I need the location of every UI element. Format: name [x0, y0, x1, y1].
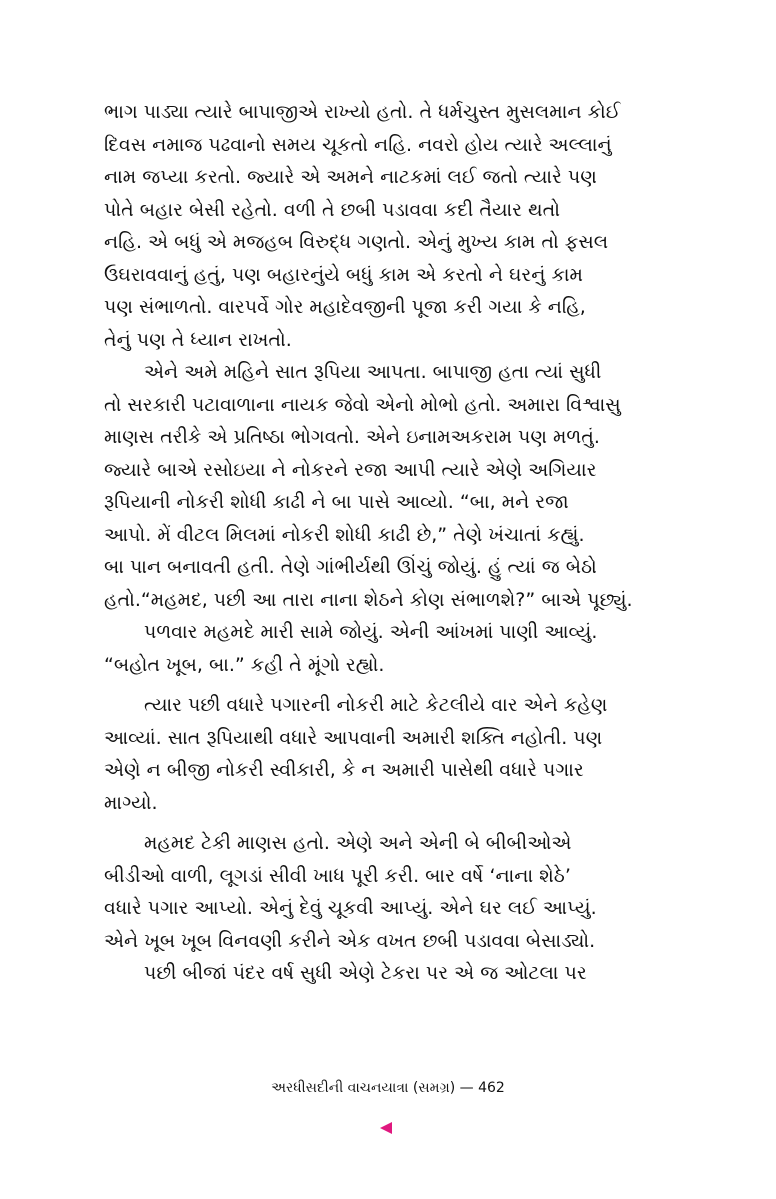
- paragraph-1: [104, 96, 674, 356]
- text-line: ભાગ પાડ્યા ત્યારે બાપાજીએ રાખ્યો હતો. તે ધર્મચુસ્ત મુસલમાન કોઈ: [104, 101, 621, 123]
- footer-text: અરધીસદીની વાચનયાત્રા (સમગ્ર) — 462: [271, 1080, 505, 1096]
- text-line: જ્યારે બાએ રસોઇયા ને નોકરને રજા આપી ત્યારે એણે અગિયાર: [104, 458, 597, 481]
- text-line: તો સરકારી પટાવાળાના નાયક જેવો એનો મોભો હતો. અમારા વિશ્વાસુ: [104, 393, 621, 416]
- text-line: એણે ન બીજી નોકરી સ્વીકારી, કે ન અમારી પાસેથી વધારે પગાર: [104, 759, 584, 781]
- text-line: વધારે પગાર આપ્યો. એનું દેવું ચૂકવી આપ્યું. એને ઘર લઈ આપ્યું.: [104, 897, 597, 919]
- text-line: એને ખૂબ ખૂબ વિનવણી કરીને એક વખત છબી પડાવવા બેસાડ્યો.: [104, 929, 596, 952]
- text-line: બીડીઓ વાળી, લૂગડાં સીવી ખાધ પૂરી કરી. બાર વર્ષે ‘નાના શેઠે’: [104, 864, 571, 887]
- paragraph-5: [104, 827, 674, 957]
- text-line: “બહોત ખૂબ, બા.” કહી તે મૂંગો રહ્યો.: [104, 653, 385, 676]
- text-line: નામ જપ્યા કરતો. જ્યારે એ અમને નાટકમાં લઈ જતો ત્યારે પણ: [104, 166, 597, 188]
- paragraph-4: [104, 689, 674, 819]
- text-line: મહમદ ટેકી માણસ હતો. એણે અને એની બે બીબીઓએ: [144, 832, 572, 854]
- text-line: દિવસ નમાજ પઢવાનો સમય ચૂકતો નહિ. નવરો હોય ત્યારે અલ્લાનું: [104, 133, 612, 156]
- page-footer: [0, 1080, 776, 1096]
- text-line: ત્યાર પછી વધારે પગારની નોકરી માટે કેટલીયે વાર એને કહેણ: [144, 694, 608, 716]
- text-line: નહિ. એ બધું એ મજહબ વિરુદ્ધ ગણતો. એનું મુખ્ય કામ તો ફસલ: [104, 231, 609, 253]
- text-line: પણ સંભાળતો. વારપર્વે ગોર મહાદેવજીની પૂજા કરી ગયા કે નહિ,: [104, 296, 586, 318]
- paragraph-gap: [104, 819, 674, 827]
- paragraph-6: [104, 957, 674, 990]
- text-line: પળવાર મહમદે મારી સામે જોયું. એની આંખમાં પાણી આવ્યું.: [144, 621, 598, 643]
- text-line: રૂપિયાની નોકરી શોધી કાઢી ને બા પાસે આવ્યો. “બા, મને રજા: [104, 491, 569, 513]
- text-line: ઉઘરાવવાનું હતું, પણ બહારનુંયે બધું કામ એ કરતો ને ઘરનું કામ: [104, 263, 583, 286]
- paragraph-2: [104, 356, 674, 616]
- text-line: આપો. મેં વીટલ મિલમાં નોકરી શોધી કાઢી છે,” તેણે ખંચાતાં કહ્યું.: [104, 523, 585, 546]
- text-line: હતો.“મહમદ, પછી આ તારા નાના શેઠને કોણ સંભાળશે?” બાએ પૂછ્યું.: [104, 588, 633, 611]
- paragraph-3: [104, 616, 674, 681]
- text-line: બા પાન બનાવતી હતી. તેણે ગાંભીર્યથી ઊંચું જોયું. હું ત્યાં જ બેઠો: [104, 556, 597, 578]
- previous-page-arrow-icon[interactable]: [380, 1122, 392, 1134]
- text-line: માણસ તરીકે એ પ્રતિષ્ઠા ભોગવતો. એને ઇનામઅકરામ પણ મળતું.: [104, 426, 600, 448]
- text-line: પોતે બહાર બેસી રહેતો. વળી તે છબી પડાવવા કદી તૈયાર થતો: [104, 198, 560, 221]
- text-line: માગ્યો.: [104, 791, 158, 814]
- text-line: એને અમે મહિને સાત રૂપિયા આપતા. બાપાજી હતા ત્યાં સુધી: [144, 361, 602, 383]
- text-line: આવ્યાં. સાત રૂપિયાથી વધારે આપવાની અમારી શક્તિ નહોતી. પણ: [104, 726, 603, 749]
- text-line: તેનું પણ તે ધ્યાન રાખતો.: [104, 328, 292, 351]
- paragraph-gap: [104, 681, 674, 689]
- page-body: [104, 96, 674, 990]
- text-line: પછી બીજાં પંદર વર્ષ સુધી એણે ટેકરા પર એ જ ઓટલા પર: [144, 962, 587, 984]
